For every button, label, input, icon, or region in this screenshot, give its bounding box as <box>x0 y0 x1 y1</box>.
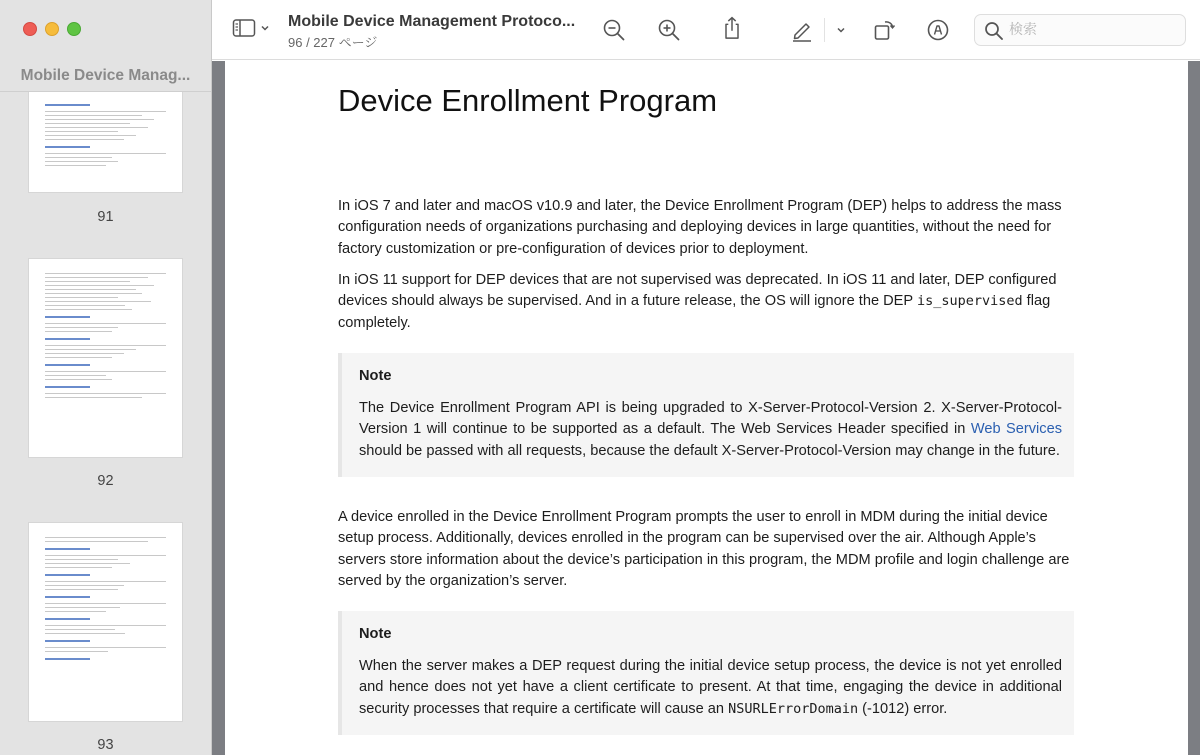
thumbnail-content <box>45 537 166 665</box>
chevron-down-icon <box>260 23 270 33</box>
thumbnail-page-number: 93 <box>97 737 114 753</box>
search-icon <box>984 21 1004 41</box>
thumbnail-page-number: 91 <box>97 209 114 225</box>
toolbar <box>212 0 1200 60</box>
annotate-icon[interactable] <box>926 18 950 42</box>
paragraph-text: flag completely. <box>338 293 1051 331</box>
sidebar <box>0 0 212 755</box>
sidebar-toggle-icon <box>232 18 256 38</box>
note-text: (-1012) error. <box>858 700 948 717</box>
note-title: Note <box>359 626 392 642</box>
rotate-icon[interactable] <box>872 18 896 42</box>
note-body <box>359 656 1062 720</box>
thumbnail-content <box>45 98 166 169</box>
search-input[interactable] <box>1009 20 1179 40</box>
page-indicator: 96 / 227 ページ <box>288 35 378 50</box>
canvas-edge <box>1188 61 1200 755</box>
close-button[interactable] <box>23 22 37 36</box>
thumbnail-list[interactable] <box>0 92 211 755</box>
thumbnail-page[interactable] <box>29 92 182 192</box>
note-title: Note <box>359 368 392 384</box>
document-title: Mobile Device Management Protoco... <box>288 13 576 30</box>
note-box <box>338 353 1074 477</box>
share-icon[interactable] <box>720 16 744 40</box>
search-field[interactable] <box>974 14 1186 46</box>
paragraph: A device enrolled in the Device Enrollment Program prompts the user to enroll in MDM during the initial device setup process. Additionally, devices enrolled in the program can be supervised over the air. Although Apple’s servers store information about the device’s participation in this program, the MDM profile and login challenge are served by the organization’s server. <box>338 509 1070 589</box>
markup-menu-chevron-icon[interactable] <box>836 25 846 35</box>
thumbnail-content <box>45 273 166 401</box>
note-text: When the server makes a DEP request during the initial device setup process, the device is not yet enrolled and hence does not yet have a client certificate to present. At that time, engaging the device in additional security processes that require a certificate will cause an <box>359 658 1062 717</box>
window-controls <box>23 22 81 36</box>
sidebar-title: Mobile Device Manag... <box>20 67 191 84</box>
markup-pen-icon[interactable] <box>790 18 814 42</box>
document-canvas[interactable] <box>212 61 1200 755</box>
note-box <box>338 611 1074 735</box>
minimize-button[interactable] <box>45 22 59 36</box>
note-body <box>359 398 1062 462</box>
note-text: should be passed with all requests, because the default X-Server-Protocol-Version may change in the future. <box>359 442 1060 459</box>
section-heading: Device Enrollment Program <box>338 83 718 118</box>
zoom-button[interactable] <box>67 22 81 36</box>
zoom-in-icon[interactable] <box>657 18 681 42</box>
inline-code: is_supervised <box>916 293 1023 310</box>
inline-code: NSURLErrorDomain <box>728 700 859 717</box>
web-services-link[interactable]: Web Services <box>970 421 1062 438</box>
paragraph: In iOS 7 and later and macOS v10.9 and later, the Device Enrollment Program (DEP) helps to address the mass configuration needs of organizations purchasing and deploying devices in large quantities, without the need for factory customization or pre-configuration of devices prior to deployment. <box>338 198 1062 257</box>
toolbar-separator <box>824 18 825 42</box>
thumbnail-page-number: 92 <box>97 473 114 489</box>
zoom-out-icon[interactable] <box>602 18 626 42</box>
thumbnail-page[interactable] <box>29 259 182 457</box>
sidebar-toggle-button[interactable] <box>232 18 270 38</box>
document-page <box>225 61 1188 755</box>
thumbnail-page[interactable] <box>29 523 182 721</box>
paragraph <box>338 270 1078 334</box>
paragraph-text: In iOS 11 support for DEP devices that are not supervised was deprecated. In iOS 11 and later, DEP configured devices should always be supervised. And in a future release, the OS will ignore the DEP <box>338 272 1057 310</box>
note-text: The Device Enrollment Program API is being upgraded to X-Server-Protocol-Version 2. X-Server-Protocol-Version 1 will continue to be supported as a default. The Web Services Header specified in <box>359 400 1062 438</box>
